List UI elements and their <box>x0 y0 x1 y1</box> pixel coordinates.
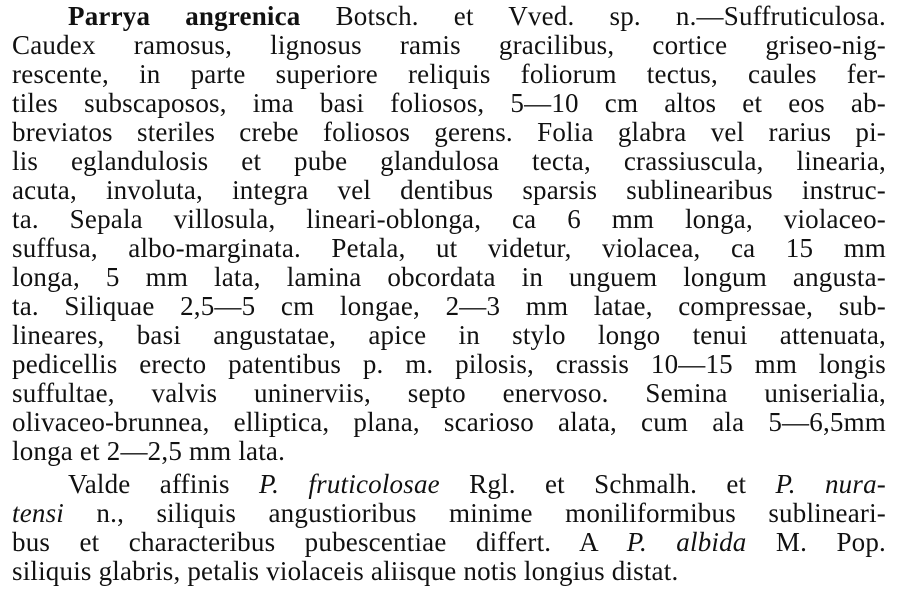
text-line: lineares, basi angustatae, apice in stylo longo tenui attenuata, <box>12 320 886 350</box>
text-line: lis eglandulosis et pube glandulosa tecta, crassiuscula, linearia, <box>12 146 886 176</box>
text-line: breviatos steriles crebe foliosos gerens. Folia glabra vel rarius pi- <box>12 117 886 147</box>
comparison-line <box>12 528 886 556</box>
text-span: bus et characteribus pubescentiae differt. A <box>12 527 627 557</box>
text-span: M. Pop. <box>746 527 887 557</box>
text-span: n., siliquis angustioribus minime moniliformibus sublineari- <box>64 498 886 528</box>
text-span: Valde affinis <box>68 469 259 499</box>
species-heading-line <box>68 2 886 30</box>
text-line: tiles subscaposos, ima basi foliosos, 5—10 cm altos et eos ab- <box>12 88 886 118</box>
species-authority: Botsch. et Vved. sp. n.—Suffruticulosa. <box>300 1 886 31</box>
text-line: pedicellis erecto patentibus p. m. pilosis, crassis 10—15 mm longis <box>12 349 886 379</box>
text-line: ta. Sepala villosula, lineari-oblonga, ca 6 mm longa, violaceo- <box>12 204 886 234</box>
text-line: ta. Siliquae 2,5—5 cm longae, 2—3 mm latae, compressae, sub- <box>12 291 886 321</box>
text-span: Rgl. et Schmalh. et <box>439 469 776 499</box>
text-line: acuta, involuta, integra vel dentibus sparsis sublinearibus instruc- <box>12 175 886 205</box>
text-line: rescente, in parte superiore reliquis foliorum tectus, caules fer- <box>12 59 886 89</box>
text-line: longa, 5 mm lata, lamina obcordata in unguem longum angusta- <box>12 262 886 292</box>
text-line: olivaceo-brunnea, elliptica, plana, scarioso alata, cum ala 5—6,5mm <box>12 407 886 437</box>
taxon-name: P. fruticolosae <box>258 469 440 499</box>
text-line: suffusa, albo-marginata. Petala, ut videtur, violacea, ca 15 mm <box>12 233 886 263</box>
taxon-name: P. albida <box>626 527 747 557</box>
comparison-line <box>68 470 886 498</box>
text-line: Caudex ramosus, lignosus ramis gracilibus, cortice griseo-nig- <box>12 30 886 60</box>
comparison-line-last: siliquis glabris, petalis violaceis aliisque notis longius distat. <box>12 556 679 586</box>
comparison-line <box>12 499 886 527</box>
taxon-name: tensi <box>12 498 64 528</box>
species-name: Parrya angrenica <box>68 1 301 31</box>
text-line-last: longa et 2—2,5 mm lata. <box>12 436 286 466</box>
text-line: suffultae, valvis uninerviis, septo enervoso. Semina uniserialia, <box>12 378 886 408</box>
taxon-name: P. nura- <box>775 469 886 499</box>
